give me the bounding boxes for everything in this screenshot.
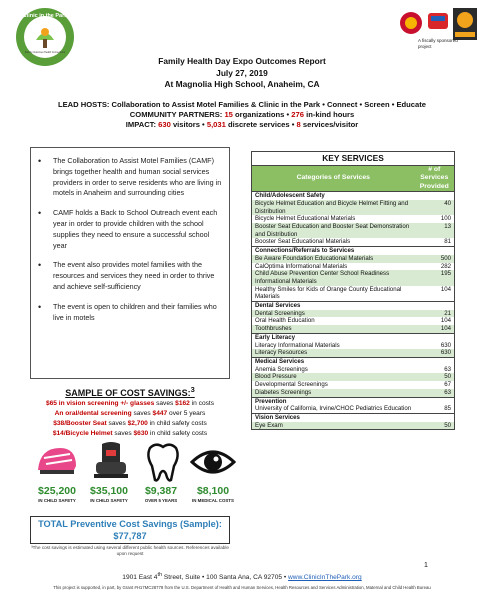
- service-section: [252, 333, 455, 341]
- info-list: [31, 148, 229, 323]
- service-row: [252, 270, 455, 285]
- service-row: [252, 223, 455, 238]
- service-label: Be Aware Foundation Educational Materials: [252, 255, 415, 263]
- service-label: Dental Screenings: [252, 310, 415, 318]
- service-label: Bicycle Helmet Education and Bicycle Helmet Fitting and Distribution: [252, 200, 415, 215]
- healthy-oc-icon: [453, 8, 477, 40]
- address-post: Street, Suite • 100 Santa Ana, CA 92705 •: [162, 574, 287, 582]
- col-count-header: # of Services Provided: [415, 166, 455, 192]
- s2-mid: saves: [133, 410, 151, 417]
- lead-hosts: LEAD HOSTS: Collaboration to Assist Motel Families & Clinic in the Park • Connect • Screen • Educate: [57, 100, 427, 109]
- title-line-1: Family Health Day Expo Outcomes Report: [158, 56, 326, 66]
- service-row: [252, 373, 455, 381]
- savings-title-sup: 3: [190, 385, 195, 394]
- service-count: 63: [415, 389, 455, 397]
- service-label: Oral Health Education: [255, 317, 315, 325]
- s1-mid: saves: [156, 400, 174, 407]
- info-bullet: • The Collaboration to Assist Motel Families (CAMF) brings together health and human social services providers in order to serve residents who are living in motels in Anaheim and surrounding cities: [38, 156, 223, 199]
- s2-end: over 5 years: [169, 410, 206, 417]
- service-count: 50: [415, 422, 455, 430]
- service-count: 630: [415, 349, 455, 357]
- services-text: discrete services •: [227, 120, 295, 129]
- service-label: Anemia Screenings: [255, 365, 308, 373]
- tooth-icon: [140, 440, 186, 484]
- service-label: Blood Pressure: [252, 373, 415, 381]
- s4-amt: $630: [133, 430, 149, 437]
- key-services-table: [251, 151, 455, 430]
- service-count: 63: [444, 365, 451, 373]
- service-count: 21: [415, 310, 455, 318]
- savings-line-2: [30, 409, 230, 419]
- service-row: [252, 422, 455, 430]
- website-link[interactable]: www.ClinicInThePark.org: [288, 574, 362, 582]
- col-category-header: Categories of Services: [252, 166, 415, 192]
- service-count: 195: [415, 270, 455, 285]
- service-count: 630: [440, 341, 451, 349]
- service-count: 100: [440, 215, 451, 223]
- service-row: [252, 286, 455, 302]
- s4-end: in child safety costs: [150, 430, 208, 437]
- service-count: 85: [444, 405, 451, 413]
- service-row: [252, 349, 455, 357]
- service-label: Toothbrushes: [252, 325, 415, 333]
- service-label: CalOptima Informational Materials: [255, 262, 348, 270]
- service-count: 500: [415, 255, 455, 263]
- service-row: [252, 238, 455, 246]
- savings-item-value: $25,200: [38, 485, 76, 497]
- savings-item-value: $9,387: [144, 485, 178, 497]
- s3-mid: saves: [108, 420, 126, 427]
- service-section-title: Medical Services: [252, 357, 455, 365]
- s2-amt: $447: [152, 410, 168, 417]
- service-label: Developmental Screenings: [255, 381, 328, 389]
- camf-info-box: [30, 147, 230, 379]
- service-row: [252, 342, 455, 350]
- sponsor-note: A fiscally sponsored project: [418, 38, 458, 49]
- savings-lines: [30, 399, 230, 439]
- info-bullet: • CAMF holds a Back to School Outreach event each year in order to provide children with the school supplies they need to ensure a successful school year: [38, 208, 223, 251]
- info-bullet: • The event also provides motel families with the resources and services they need in order to thrive and achieve self-sufficiency: [38, 260, 223, 292]
- service-section-title: Vision Services: [252, 413, 455, 421]
- service-count: 40: [415, 200, 455, 215]
- service-row: [252, 381, 455, 389]
- service-row: [252, 317, 455, 325]
- hours-text: in-kind hours: [306, 110, 355, 119]
- report-title: [0, 56, 484, 91]
- service-row: [252, 366, 455, 374]
- savings-line-4: [30, 429, 230, 439]
- title-line-2: July 27, 2019: [216, 67, 268, 78]
- hours-count: 276: [291, 110, 304, 119]
- cap-icon: [400, 12, 422, 34]
- clinic-logo-text: Clinic in the Park: [22, 13, 68, 19]
- service-label: Literacy Informational Materials: [255, 341, 340, 349]
- service-count: 104: [440, 285, 451, 293]
- footer-address: [0, 572, 484, 581]
- service-label: Diabetes Screenings: [252, 389, 415, 397]
- service-section: [252, 397, 455, 405]
- footer-funding: This project is supported, in part, by Grant #H17MC28778 from the U.S. Department of Health and Human Services, Health Resources and Services Administration, Maternal and Child Health Bureau: [53, 585, 431, 590]
- s3-end: in child safety costs: [149, 420, 207, 427]
- s1-amt: $162: [175, 400, 190, 407]
- savings-title: [30, 385, 230, 398]
- community-partners: [0, 110, 484, 120]
- per-visitor-text: services/visitor: [302, 120, 359, 129]
- service-row: [252, 325, 455, 333]
- title-line-3: At Magnolia High School, Anaheim, CA: [164, 79, 320, 89]
- service-count: 13: [415, 223, 455, 238]
- impact-prefix: IMPACT:: [125, 120, 157, 129]
- savings-item: [30, 485, 84, 504]
- visitors-count: 630: [158, 120, 171, 129]
- s3-red: $38/Booster Seat: [53, 420, 107, 427]
- savings-item-label: IN CHILD SAFETY: [38, 498, 76, 503]
- s1-red: $65 in vision screening +/- glasses: [45, 400, 155, 407]
- savings-item: [134, 485, 188, 504]
- orgs-count: 15: [224, 110, 233, 119]
- service-label: Booster Seat Education and Booster Seat Demonstration and Distribution: [252, 223, 415, 238]
- service-count: 282: [440, 262, 451, 270]
- community-prefix: COMMUNITY PARTNERS:: [129, 110, 223, 119]
- s4-mid: saves: [114, 430, 132, 437]
- total-savings-value: $77,787: [113, 531, 147, 541]
- savings-item-label: IN MEDICAL COSTS: [192, 498, 234, 503]
- savings-footnote: ³The cost savings is estimated using several different public health sources. References available upon request: [31, 545, 229, 557]
- page-number: 1: [424, 562, 428, 569]
- service-section: [252, 413, 455, 421]
- partner-logos: [400, 6, 480, 60]
- per-visitor-count: 8: [296, 120, 301, 129]
- orgs-text: organizations •: [235, 110, 290, 119]
- info-bullet: • The event is open to children and their families who live in motels: [38, 302, 223, 324]
- service-label: Healthy Smiles for Kids of Orange County Educational Materials: [255, 285, 402, 301]
- service-section: [252, 302, 455, 310]
- address-pre: 1901 East 4: [122, 574, 158, 582]
- service-section: [252, 247, 455, 255]
- service-count: 104: [440, 317, 451, 325]
- savings-line-1: [30, 399, 230, 409]
- service-label: Bicycle Helmet Educational Materials: [255, 215, 356, 223]
- savings-icons: [30, 440, 240, 488]
- savings-item: [82, 485, 136, 504]
- service-section-title: Connections/Referrals to Services: [252, 247, 455, 255]
- bicycle-helmet-icon: [34, 440, 80, 484]
- service-count: 104: [415, 325, 455, 333]
- savings-item-label: OVER 5 YEARS: [144, 498, 178, 503]
- impact: [0, 120, 484, 130]
- service-row: [252, 263, 455, 271]
- service-section: [252, 192, 455, 200]
- service-row: [252, 310, 455, 318]
- cc-logo-icon: [428, 13, 448, 29]
- savings-title-text: SAMPLE OF COST SAVINGS:: [65, 388, 191, 398]
- service-section-title: Dental Services: [252, 302, 455, 310]
- service-label: Child Abuse Prevention Center School Readiness Informational Materials: [252, 270, 415, 285]
- service-section-title: Early Literacy: [252, 333, 455, 341]
- savings-item: [186, 485, 240, 504]
- s1-end: in costs: [191, 400, 215, 407]
- s4-red: $14/Bicycle Helmet: [52, 430, 113, 437]
- s2-red: An oral/dental screening: [54, 410, 132, 417]
- booster-seat-icon: [88, 440, 134, 484]
- service-row: [252, 405, 455, 413]
- savings-item-value: $35,100: [90, 485, 128, 497]
- service-label: University of California, Irvine/CHOC Pediatrics Education: [255, 405, 412, 413]
- service-row: [252, 389, 455, 397]
- total-savings-box: [30, 516, 230, 544]
- service-section: [252, 357, 455, 365]
- service-section-title: Prevention: [252, 397, 455, 405]
- service-row: [252, 200, 455, 215]
- visitors-text: visitors •: [172, 120, 205, 129]
- savings-item-label: IN CHILD SAFETY: [90, 498, 128, 503]
- savings-item-value: $8,100: [196, 485, 230, 497]
- service-row: [252, 215, 455, 223]
- service-count: 81: [444, 238, 451, 246]
- service-label: Literacy Resources: [252, 349, 415, 357]
- savings-line-3: [30, 419, 230, 429]
- service-label: Booster Seat Educational Materials: [255, 238, 351, 246]
- services-count: 5,031: [206, 120, 226, 129]
- service-count: 50: [415, 373, 455, 381]
- total-savings-label: TOTAL Preventive Cost Savings (Sample):: [38, 519, 222, 529]
- eye-icon: [190, 440, 236, 484]
- key-services-title: KEY SERVICES: [252, 152, 455, 166]
- service-row: [252, 255, 455, 263]
- s3-amt: $2,700: [127, 420, 148, 427]
- address-sup: th: [157, 572, 163, 578]
- service-count: 67: [444, 381, 451, 389]
- service-label: Eye Exam: [252, 422, 415, 430]
- service-section-title: Child/Adolescent Safety: [252, 192, 455, 200]
- highlights: [0, 100, 484, 130]
- savings-amounts: [30, 485, 242, 517]
- clinic-logo-sub: Family Outcomes Health Connections: [24, 51, 66, 54]
